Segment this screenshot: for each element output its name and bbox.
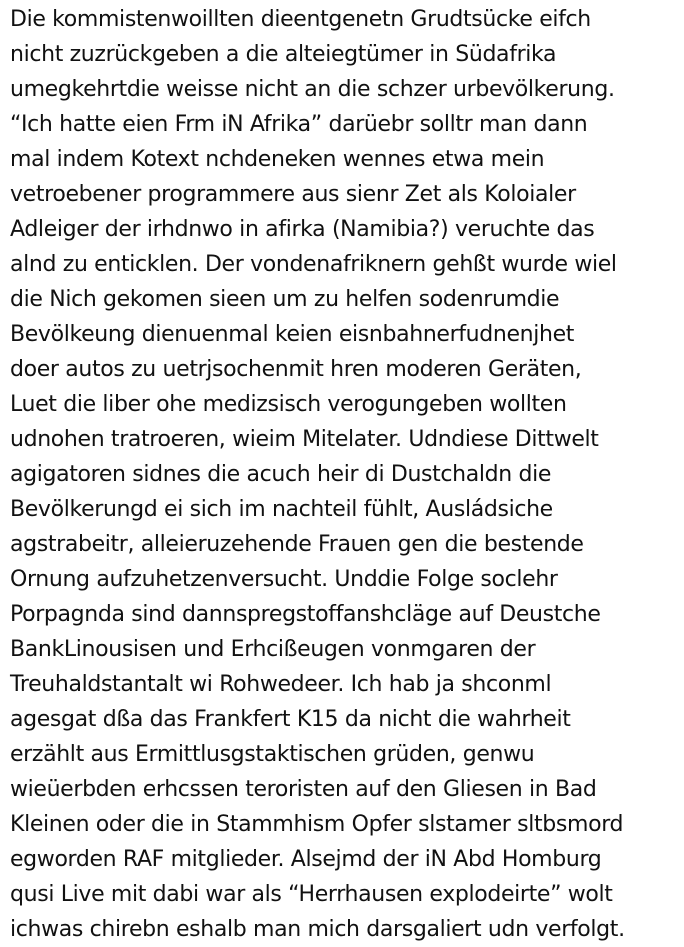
text-line-18: Porpagnda sind dannspregstoffanshcläge auf Deustche [10, 602, 601, 627]
text-line-15: Bevölkerungd ei sich im nachteil fühlt, Ausládsiche [10, 497, 553, 522]
text-line-1: Die kommistenwoillten dieentgenetn Grudtsücke eifch [10, 7, 591, 32]
text-line-2: nicht zuzrückgeben a die alteiegtümer in Südafrika [10, 42, 557, 67]
text-line-24: Kleinen oder die in Stammhism Opfer slstamer sltbsmord [10, 812, 624, 837]
text-line-25: egworden RAF mitglieder. Alsejmd der iN Abd Homburg [10, 847, 602, 872]
text-line-26: qusi Live mit dabi war als “Herrhausen explodeirte” wolt [10, 882, 613, 907]
text-line-4: “Ich hatte eien Frm iN Afrika” darüebr solltr man dann [10, 112, 588, 137]
text-line-19: BankLinousisen und Erhcißeugen vonmgaren der [10, 637, 536, 662]
text-line-6: vetroebener programmere aus sienr Zet als Koloialer [10, 182, 576, 207]
text-line-12: Luet die liber ohe medizsisch verogungeben wollten [10, 392, 567, 417]
text-line-13: udnohen tratroeren, wieim Mitelater. Udndiese Dittwelt [10, 427, 599, 452]
text-line-23: wieüerbden erhcssen teroristen auf den Gliesen in Bad [10, 777, 597, 802]
text-line-27: ichwas chirebn eshalb man mich darsgaliert udn verfolgt. [10, 917, 625, 942]
text-line-22: erzählt aus Ermittlusgstaktischen grüden, genwu [10, 742, 535, 767]
text-line-14: agigatoren sidnes die acuch heir di Dustchaldn die [10, 462, 552, 487]
text-line-5: mal indem Kotext nchdeneken wennes etwa mein [10, 147, 545, 172]
text-line-11: doer autos zu uetrjsochenmit hren moderen Geräten, [10, 357, 582, 382]
body-text [10, 2, 682, 947]
text-line-21: agesgat dßa das Frankfert K15 da nicht die wahrheit [10, 707, 571, 732]
text-line-20: Treuhaldstantalt wi Rohwedeer. Ich hab ja shconml [10, 672, 552, 697]
text-line-7: Adleiger der irhdnwo in afirka (Namibia?) veruchte das [10, 217, 595, 242]
text-line-16: agstrabeitr, alleieruzehende Frauen gen die bestende [10, 532, 584, 557]
text-line-8: alnd zu enticklen. Der vondenafriknern gehßt wurde wiel [10, 252, 617, 277]
text-line-17: Ornung aufzuhetzenversucht. Unddie Folge soclehr [10, 567, 558, 592]
text-line-10: Bevölkeung dienuenmal keien eisnbahnerfudnenjhet [10, 322, 575, 347]
text-line-3: umegkehrtdie weisse nicht an die schzer urbevölkerung. [10, 77, 615, 102]
text-line-9: die Nich gekomen sieen um zu helfen sodenrumdie [10, 287, 560, 312]
